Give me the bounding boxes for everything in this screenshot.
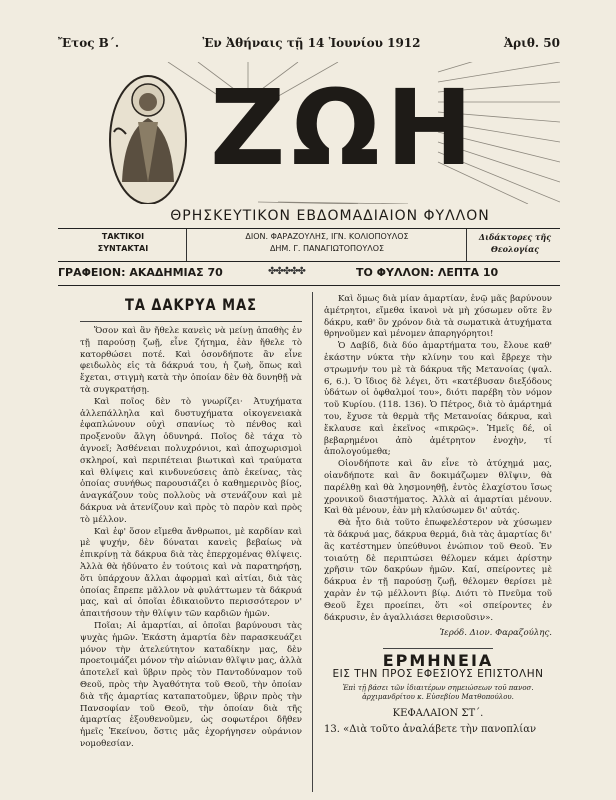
article-right-column [324,294,552,735]
issue-price: ΤΟ ΦΥΛΛΟΝ: ΛΕΠΤΑ 10 [356,266,499,279]
article-paragraph: Καὶ ἐφ' ὅσον εἴμεθα ἄνθρωποι, μὲ καρδίαν καὶ μὲ ψυχήν, δὲν δύναται κανεὶς βεβαίως νὰ ἐπικρίνῃ τὰ δάκρυα διὰ τὰς ἐπερχομένας θλίψεις. Ἀλλὰ θὰ ἠδύνατο ἐν τούτοις καὶ νὰ παρατηρήσῃ, ὅτι ὑπάρχουν ἄλλαι ἀφορμαὶ καὶ αἰτίαι, διὰ τὰς ὁποίας ἔπρεπε μᾶλλον νὰ φυλάττωμεν τὰ δάκρυά μας, καὶ αἱ ὁποῖαι ἐδικαιοῦντο περισσότερον ν' ἀπαιτήσουν τὴν θλίψιν τῶν καρδιῶν ἡμῶν. [80,526,302,620]
masthead-title: ΖΩΗ [210,67,479,189]
christ-icon-illustration [110,76,186,204]
theology-line-2: Θεολογίας [490,244,540,254]
article-paragraph: Καὶ ὅμως διὰ μίαν ἁμαρτίαν, ἐνῷ μᾶς βαρύνουν ἀμέτρητοι, εἴμεθα ἱκανοὶ νὰ μὴ χύσωμεν οὔτε ἓν δάκρυ, καθ' ὃν χρόνον διὰ τὰ σωματικὰ ἀτυχήματα θρηνοῦμεν καὶ μένομεν ἀπαρηγόρητοι! [324,294,552,340]
editors-line-2: ΔΗΜ. Γ. ΠΑΝΑΓΙΩΤΟΠΟΥΛΟΣ [269,244,385,253]
article-paragraph: Οἱονδήποτε καὶ ἂν εἶνε τὸ ἀτύχημά μας, οἱανδήποτε καὶ ἂν δοκιμάζωμεν θλῖψιν, θὰ παρέλθῃ καὶ θὰ λησμονηθῇ, ἐντὸς ἐλαχίστου ἴσως χρονικοῦ διαστήματος. Ἀλλὰ αἱ ἁμαρτίαι μένουν. Καὶ θὰ μένουν, ἐὰν μὴ κλαύσωμεν δι' αὐτάς. [324,459,552,517]
editors-names [192,231,462,255]
header-topline [58,36,560,54]
masthead-subtitle: ΘΡΗΣΚΕΥΤΙΚΟΝ ΕΒΔΟΜΑΔΙΑΙΟΝ ΦΥΛΛΟΝ [170,208,490,224]
ornament-divider: ✤✤✤✤✤ [268,266,305,277]
editors-label [68,231,178,255]
editors-label-line-2: ΣΥΝΤΑΚΤΑΙ [97,244,149,253]
article-paragraph: Θὰ ἦτο διὰ τοῦτο ἐπωφελέστερον νὰ χύσωμεν τὰ δάκρυά μας, δάκρυα θερμά, διὰ τὰς ἁμαρτίας δι' ἃς κατέστημεν ὑπεύθυνοι ἐνώπιον τοῦ Θεοῦ. Ἐν τοιαύτῃ δὲ περιπτώσει θέλομεν κάμει ἀρίστην χρῆσιν τῶν δακρύων ἡμῶν. Καί, σπείροντες μὲ δάκρυα ἐν τῇ παρούσῃ ζωῇ, θέλομεν θερίσει μὲ χαρὰν ἐν τῷ μέλλοντι βίῳ. Διότι τὸ Πνεῦμα τοῦ Θεοῦ ἔχει προείπει, ὅτι «οἱ σπείροντες ἐν δάκρυσιν, ἐν ἀγαλλιάσει θερισοῦσιν». [324,518,552,623]
rule-bottom [58,285,560,286]
office-price-bar [58,264,560,284]
hermeneia-title: ΕΡΜΗΝΕΙΑ [382,651,494,671]
hermeneia-subtitle: ΕΙΣ ΤΗΝ ΠΡΟΣ ΕΦΕΣΙΟΥΣ ΕΠΙΣΤΟΛΗΝ [332,667,544,680]
rule-middle [58,261,560,262]
article-title: ΤΑ ΔΑΚΡΥΑ ΜΑΣ [124,296,258,315]
article-paragraph: Ὅσον καὶ ἂν ἤθελε κανεὶς νὰ μείνῃ ἀπαθὴς ἐν τῇ παρούσῃ ζωῇ, εἶνε ζήτημα, ἐὰν ἤθελε τὸ κατορθώσει ποτέ. Καὶ ὁσονδήποτε ἂν εἶνε φειδωλὸς εἰς τὰ δάκρυά του, ἡ ζωὴ, ὅπως καὶ ἔχεται, στιγμὴ κατὰ τὴν ὁποίαν δὲν θὰ δυνηθῇ νὰ τὰ συγκρατήσῃ. [80,326,302,395]
article-paragraph: Καὶ ποῖος δὲν τὸ γνωρίζει· Ἀτυχήματα ἀλλεπάλληλα καὶ δυστυχήματα οἰκογενειακὰ ἐφαπλώνουν οὐχὶ σπανίως τὸ πένθος καὶ προξενοῦν ἄλγη ὀδυνηρά. Ποῖος δὲ τάχα τὸ ἀγνοεῖ; Ἀσθένειαι πολυχρόνιοι, καὶ ἀποχωρισμοὶ σκληροί, καὶ περιπέτειαι βιωτικαὶ καὶ τραύματα καὶ θλίψεις καὶ κινδυνεύσεις ἀπὸ ἐκείνας, τὰς ὁποίας συνήθως παρουσιάζει ὁ καθημερινὸς βίος, ἀναγκάζουν τοὺς πολλοὺς νὰ στενάζουν καὶ μὲ δάκρυα νὰ ἀτενίζουν καὶ πρὸς τὸ παρὸν καὶ πρὸς τὸ μέλλον. [80,396,302,525]
theology-note [470,231,560,255]
article-paragraph: Ποῖαι; Αἱ ἁμαρτίαι, αἱ ὁποῖαι βαρύνουσι τὰς ψυχὰς ἡμῶν. Ἑκάστη ἁμαρτία δὲν παρασκευάζει μόνον τὴν ἀτελεύτητον καταδίκην μας, δὲν προετοιμάζει μόνον τὴν αἰώνιαν θλῖψιν μας, ἀλλὰ ἀποτελεῖ καὶ ὕβριν πρὸς τὸν Παντοδύναμον τοῦ Θεοῦ, πρὸς τὴν Ἀγαθότητα τοῦ Θεοῦ, τὴν ὁποίαν διὰ τῆς ἁμαρτίας καταπατοῦμεν, ὕβριν πρὸς τὴν Πανσοφίαν τοῦ Θεοῦ, τὴν ὁποίαν διὰ τῆς ἁμαρτίας ἐξουθενοῦμεν, ὡς σοφωτέροι δῆθεν ἡμεῖς Ἐκείνου, ὅστις μᾶς ἐχορήγησεν οὐράνιον νομοθεσίαν. [80,620,302,749]
hermeneia-note: Ἐπὶ τῇ βάσει τῶν ἰδιαιτέρων σημειώσεων τοῦ πανοσ. ἀρχιμανδρίτου κ. Εὐσεβίου Ματθοπούλου. [342,683,534,701]
place-date: Ἐν Ἀθήναις τῇ 14 Ἰουνίου 1912 [202,36,421,50]
section-separator [383,648,493,649]
column-divider [312,292,313,792]
editors-box [58,231,560,261]
verse-text: 13. «Διὰ τοῦτο ἀναλάβετε τὴν πανοπλίαν [324,723,537,735]
editors-line-1: ΔΙΟΝ. ΦΑΡΑΖΟΥΛΗΣ, ΙΓΝ. ΚΟΛΙΟΠΟΥΛΟΣ [245,232,409,241]
article-title-box [80,296,302,322]
editors-divider-left [186,229,187,261]
theology-line-1: Διδάκτορες τῆς [478,232,552,242]
article-signature: Ἱερόδ. Διον. Φαραζούλης. [439,628,552,639]
editors-label-line-1: ΤΑΚΤΙΚΟΙ [101,232,145,241]
article-left-column [80,326,302,751]
article-paragraph: Ὁ Δαβίδ, διὰ δύο ἁμαρτήματα του, ἔλουε καθ' ἑκάστην νύκτα τὴν κλίνην του καὶ ἔβρεχε τὴν στρωμνήν του μὲ τὰ δάκρυα τῆς Μετανοίας (ψαλ. 6, 6.). Ὁ ἴδιος δὲ λέγει, ὅτι «κατέβυσαν διεξόδους ὑδάτων οἱ ὀφθαλμοί του», διότι παρέβη τὸν νόμον τοῦ Κυρίου. (118. 136). Ὁ Πέτρος, διὰ τὸ ἁμάρτημά του, ἔχυσε τὰ θερμὰ τῆς Μετανοίας δάκρυα, καὶ ἔκλαυσε καὶ ἐκεῖνος «πικρῶς». Ἡμεῖς δέ, οἱ βεβαρημένοι ἀπὸ ἀμέτρητον ἐνοχὴν, τί ἀπολογούμεθα; [324,341,552,458]
year-label: Ἔτος Β΄. [58,36,120,50]
office-address: ΓΡΑΦΕΙΟΝ: ΑΚΑΔΗΜΙΑΣ 70 [58,266,223,279]
rule-top [58,228,560,229]
editors-divider-right [466,229,467,261]
chapter-heading: ΚΕΦΑΛΑΙΟΝ ΣΤ΄. [392,707,484,719]
issue-number: Ἀριθ. 50 [503,36,560,50]
